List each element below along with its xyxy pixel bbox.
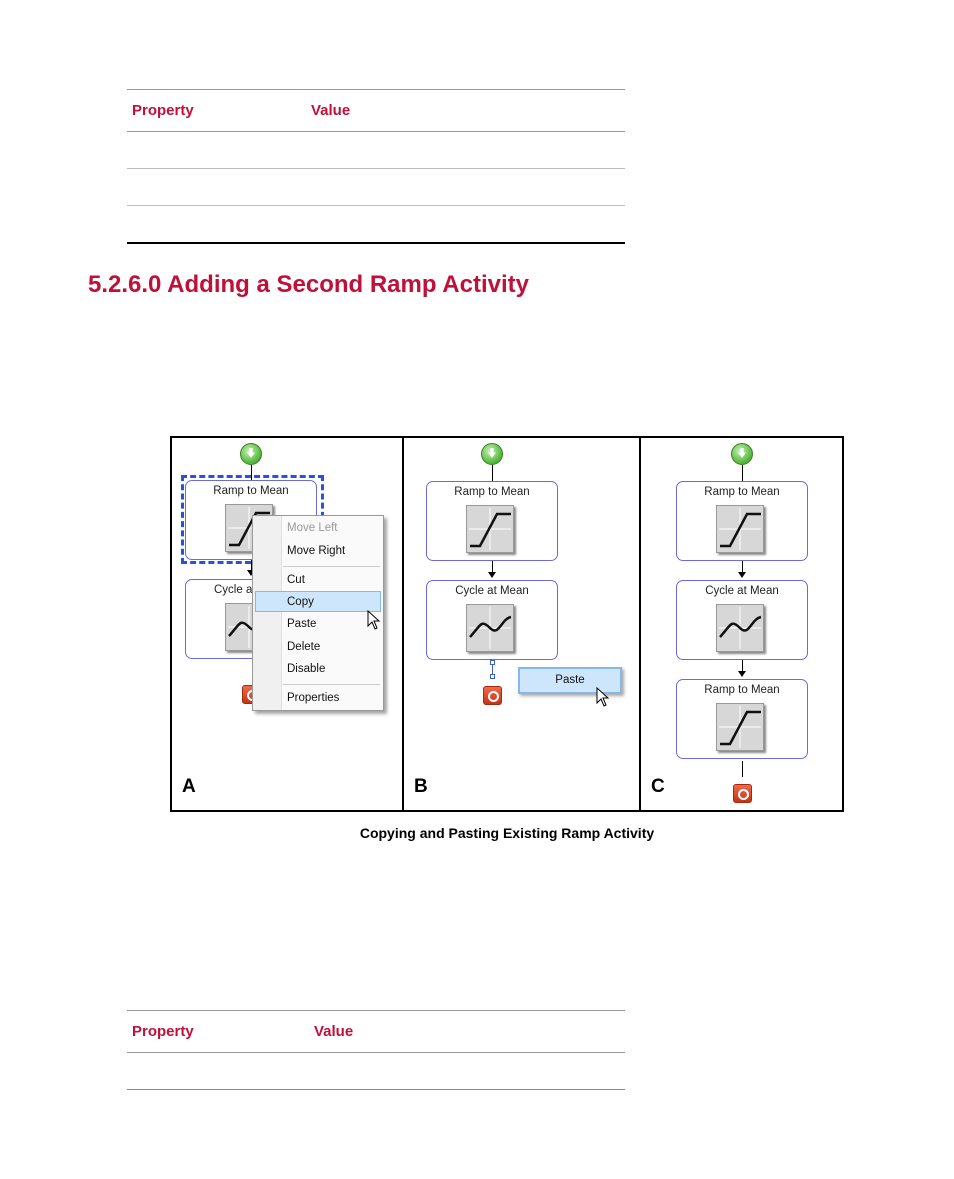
activity-label: Cycle at Mean (705, 585, 779, 597)
paste-button[interactable]: Paste (518, 667, 622, 694)
connector-handle[interactable] (490, 674, 495, 679)
panel-letter: A (182, 776, 196, 797)
mouse-cursor-icon (367, 610, 381, 630)
activity-label: Cycle a (214, 584, 253, 596)
menu-copy[interactable]: Copy (287, 596, 314, 608)
header-value: Value (314, 1023, 354, 1040)
activity-label: Ramp to Mean (704, 684, 780, 696)
table-row (127, 206, 625, 244)
panel-a (172, 438, 404, 810)
menu-highlight (255, 591, 381, 612)
cycle-activity[interactable] (426, 580, 558, 660)
menu-paste[interactable]: Paste (287, 618, 317, 630)
ramp-icon (466, 505, 514, 553)
ramp-activity-copy[interactable] (676, 679, 808, 759)
menu-properties[interactable]: Properties (287, 692, 340, 704)
sine-icon (716, 604, 764, 652)
ramp-icon (716, 505, 764, 553)
figure-caption (0, 825, 954, 841)
menu-move-right[interactable]: Move Right (287, 545, 346, 557)
panel-letter: C (651, 776, 665, 797)
section-heading: 5.2.6.0 Adding a Second Ramp Activity (88, 271, 529, 298)
menu-cut[interactable]: Cut (287, 574, 305, 586)
menu-delete[interactable]: Delete (287, 641, 321, 653)
table-row (127, 169, 625, 206)
start-icon[interactable] (240, 443, 262, 465)
table-header (127, 1010, 625, 1053)
activity-label: Ramp to Mean (704, 486, 780, 498)
property-table-top (127, 89, 625, 244)
table-row (127, 1053, 625, 1090)
sine-icon (466, 604, 514, 652)
context-menu (252, 515, 384, 711)
menu-move-left[interactable]: Move Left (287, 522, 338, 534)
activity-label: Cycle at Mean (455, 585, 529, 597)
panel-letter: B (414, 776, 428, 797)
ramp-icon (716, 703, 764, 751)
header-property: Property (132, 1023, 194, 1040)
mouse-cursor-icon (596, 687, 610, 707)
cycle-activity[interactable] (676, 580, 808, 660)
caption-text: Copying and Pasting Existing Ramp Activity (359, 825, 655, 841)
activity-label: Ramp to Mean (454, 486, 530, 498)
table-row (127, 132, 625, 169)
activity-label: Ramp to Mean (213, 485, 289, 497)
ramp-activity[interactable] (426, 481, 558, 561)
header-value: Value (311, 102, 351, 119)
header-property: Property (132, 102, 194, 119)
stop-icon[interactable] (733, 784, 752, 803)
start-icon[interactable] (731, 443, 753, 465)
table-header (127, 89, 625, 132)
menu-disable[interactable]: Disable (287, 663, 326, 675)
stop-icon[interactable] (483, 686, 502, 705)
panel-c (641, 438, 844, 810)
ramp-activity[interactable] (676, 481, 808, 561)
property-table-bottom (127, 1010, 625, 1090)
start-icon[interactable] (481, 443, 503, 465)
figure-copy-paste (170, 436, 844, 812)
panel-b (404, 438, 641, 810)
